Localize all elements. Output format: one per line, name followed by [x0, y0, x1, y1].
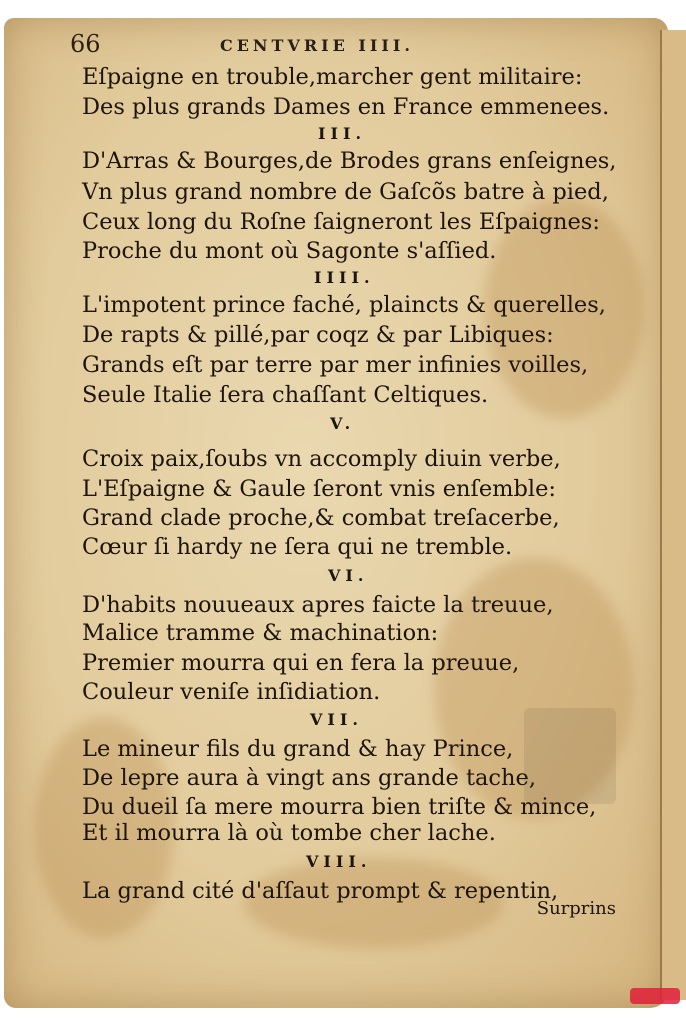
verse-line: Cœur ſi hardy ne ſera qui ne tremble.: [82, 534, 513, 560]
verse-line: Proche du mont où Sagonte s'aſſied.: [82, 238, 497, 264]
verse-line: Grand clade proche,& combat treſacerbe,: [82, 505, 560, 531]
catchword: Surprins: [536, 898, 616, 919]
verse-line: D'habits nouueaux apres faicte la treuue,: [82, 592, 554, 618]
quatrain-numeral: VI.: [328, 566, 369, 585]
quatrain-numeral: VII.: [310, 710, 363, 729]
page-number: 66: [70, 30, 101, 58]
verse-line: L'Eſpaigne & Gaule ſeront vnis enſemble:: [82, 476, 556, 502]
verse-line: Eſpaigne en trouble,marcher gent militaire:: [82, 64, 583, 90]
quatrain-numeral: III.: [318, 124, 367, 143]
verse-line: L'impotent prince faché, plaincts & querelles,: [82, 292, 606, 318]
verse-line: De rapts & pillé,par coqz & par Libiques:: [82, 322, 554, 348]
verse-line: Des plus grands Dames en France emmenees.: [82, 94, 610, 120]
quatrain-numeral: IIII.: [314, 268, 375, 287]
verse-line: Seule Italie ſera chaſſant Celtiques.: [82, 382, 489, 408]
red-ink-mark: [630, 988, 680, 1004]
verse-line: Vn plus grand nombre de Gaſcõs batre à pied,: [82, 179, 609, 205]
verse-line: La grand cité d'aſſaut prompt & repentin,: [82, 878, 559, 904]
verse-line: Ceux long du Roſne ſaigneront les Eſpaignes:: [82, 209, 600, 235]
verse-line: Couleur veniſe inſidiation.: [82, 679, 381, 705]
verse-line: De lepre aura à vingt ans grande tache,: [82, 765, 536, 791]
quatrain-numeral: VIII.: [306, 852, 372, 871]
show-through-ornament: [524, 708, 616, 804]
verse-line: Malice tramme & machination:: [82, 620, 439, 646]
verse-line: D'Arras & Bourges,de Brodes grans enſeignes,: [82, 148, 617, 174]
verse-line: Croix paix,ſoubs vn accomply diuin verbe,: [82, 446, 561, 472]
quatrain-numeral: V.: [330, 414, 356, 433]
verse-line: Premier mourra qui en fera la preuue,: [82, 650, 520, 676]
verse-line: Et il mourra là où tombe cher lache.: [82, 820, 496, 846]
adjacent-page-edge: [660, 30, 686, 1000]
running-title: CENTVRIE IIII.: [220, 36, 414, 55]
verse-line: Grands eſt par terre par mer infinies voilles,: [82, 352, 589, 378]
verse-line: Du dueil ſa mere mourra bien triſte & mince,: [82, 794, 597, 820]
verse-line: Le mineur fils du grand & hay Prince,: [82, 736, 514, 762]
page-header: [70, 30, 510, 62]
